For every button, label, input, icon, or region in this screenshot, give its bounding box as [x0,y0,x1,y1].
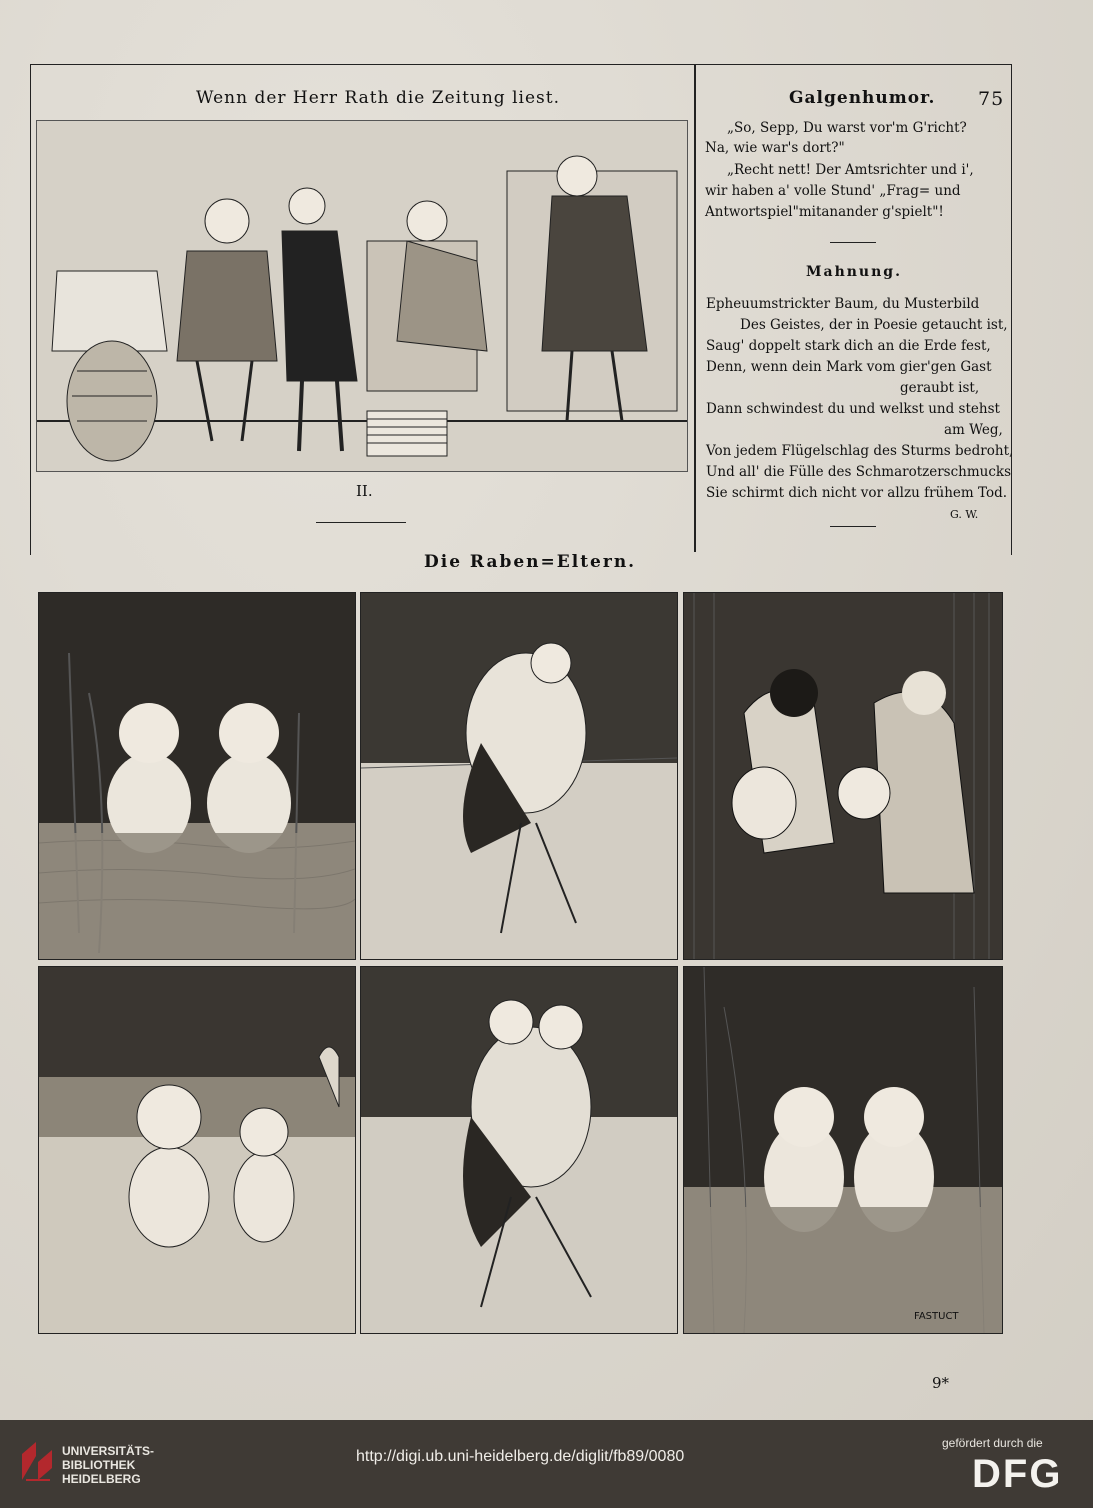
mahnung-title: Mahnung. [806,264,902,280]
raven-parents-drawing [684,593,1002,959]
comic-panel-6 [683,966,1003,1334]
stork-carrying-babies-drawing [361,967,677,1333]
stork-with-bundle-drawing [361,593,677,959]
bottom-page-mark: 9* [932,1374,950,1392]
office-illustration [36,120,688,472]
left-heading: Wenn der Herr Rath die Zeitung liest. [196,88,560,108]
galgenhumor-line-4: wir haben a' volle Stund' „Frag= und [705,183,961,199]
comic-panel-5 [360,966,678,1334]
mahnung-signature: G. W. [950,508,979,521]
galgenhumor-line-3: „Recht nett! Der Amtsrichter und i', [727,162,974,178]
library-name-line-3: HEIDELBERG [62,1472,141,1486]
right-heading: Galgenhumor. [789,88,936,108]
galgenhumor-line-2: Na, wie war's dort?" [705,140,845,156]
section-rule [830,242,876,243]
mahnung-line-8: Von jedem Flügelschlag des Sturms bedroht, [706,443,1014,459]
library-logo-icon [20,1440,54,1482]
comic-signature: FASTUCT [914,1311,959,1322]
column-divider [694,64,696,552]
mahnung-line-2: Des Geistes, der in Poesie getaucht ist, [740,317,1008,333]
dfg-logo[interactable]: DFG [972,1452,1063,1496]
mahnung-line-10: Sie schirmt dich nicht vor allzu frühem Tod. [706,485,1008,501]
mahnung-line-1: Epheuumstrickter Baum, du Musterbild [706,296,980,312]
babies-in-water-drawing [39,593,355,959]
funded-by-label: gefördert durch die [942,1436,1043,1450]
comic-panel-3 [683,592,1003,960]
permalink-url[interactable]: http://digi.ub.uni-heidelberg.de/diglit/fb89/0080 [356,1448,685,1465]
page-number: 75 [978,88,1005,110]
comic-title: Die Raben=Eltern. [424,552,637,572]
caption-rule [316,522,406,523]
comic-panel-1 [38,592,356,960]
comic-panel-2 [360,592,678,960]
comic-panel-4 [38,966,356,1334]
library-name[interactable] [62,1444,154,1486]
galgenhumor-line-1: „So, Sepp, Du warst vor'm G'richt? [727,120,967,136]
mahnung-end-rule [830,526,876,527]
mahnung-line-9: Und all' die Fülle des Schmarotzerschmucks [706,464,1012,480]
library-name-line-2: BIBLIOTHEK [62,1458,136,1472]
mahnung-line-4: Denn, wenn dein Mark vom gier'gen Gast [706,359,992,375]
babies-in-water-smiling-drawing [684,967,1002,1333]
galgenhumor-line-5: Antwortspiel"mitanander g'spielt"! [705,204,944,220]
mahnung-line-3: Saug' doppelt stark dich an die Erde fest, [706,338,991,354]
mahnung-line-7: am Weg, [944,422,1003,438]
mahnung-line-6: Dann schwindest du und welkst und stehst [706,401,1000,417]
babies-on-shore-drawing [39,967,355,1333]
mahnung-line-5: geraubt ist, [900,380,980,396]
office-scene-drawing [37,121,687,471]
library-name-line-1: UNIVERSITÄTS- [62,1444,155,1458]
illustration-caption: II. [356,482,373,500]
